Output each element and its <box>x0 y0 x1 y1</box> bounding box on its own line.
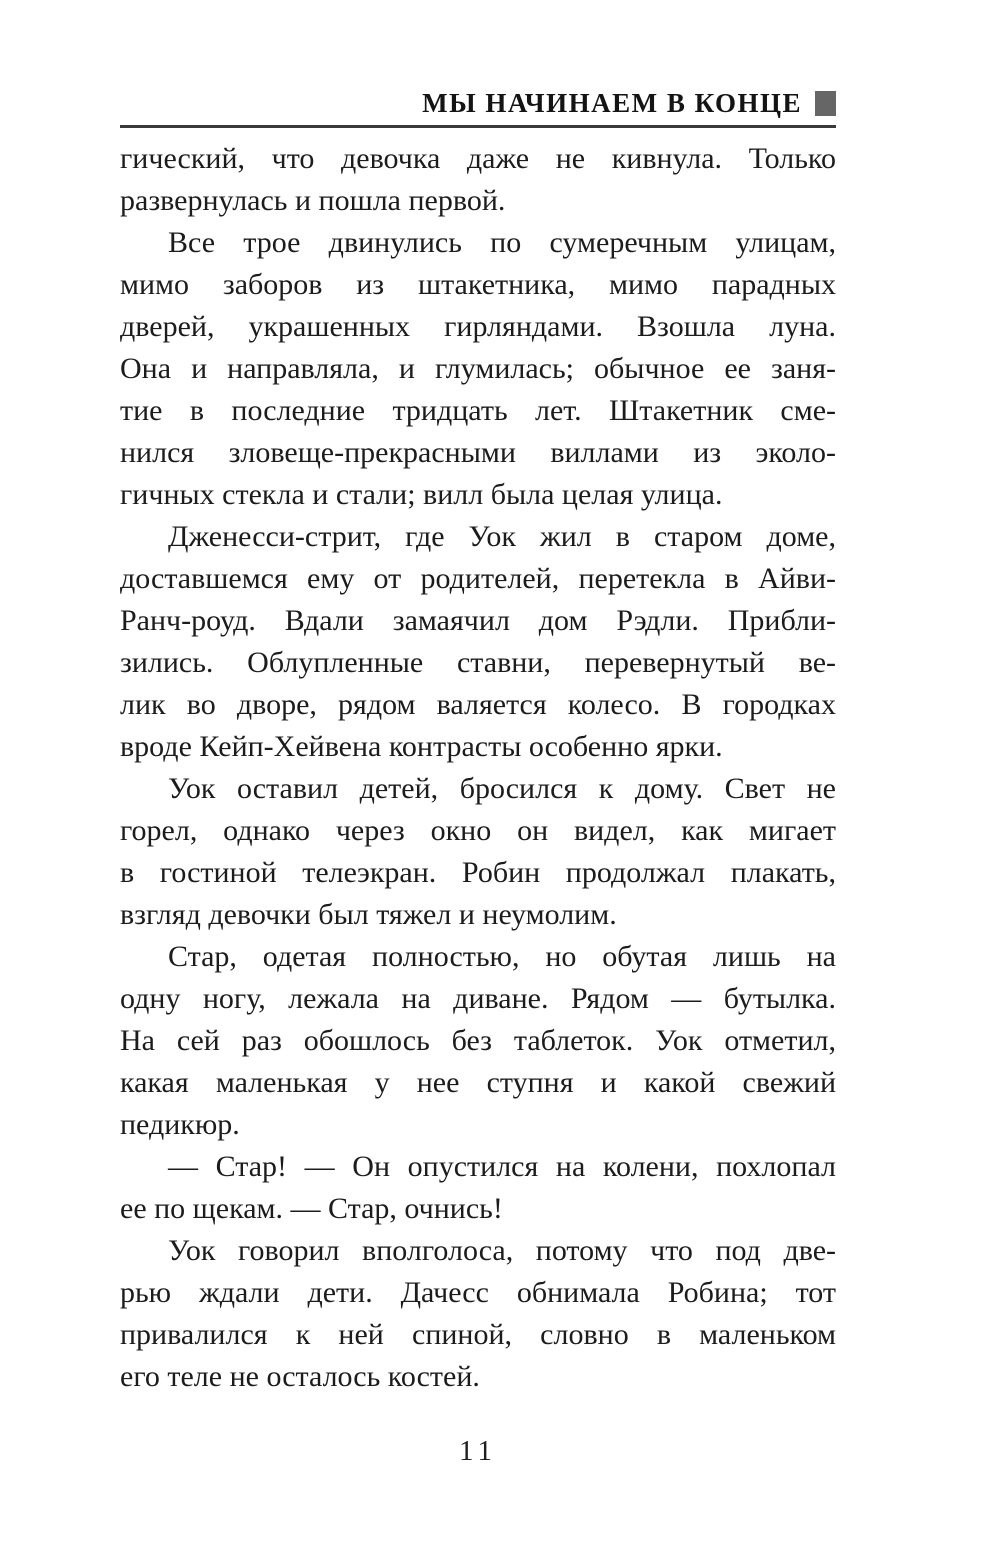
text-line: мимо заборов из штакетника, мимо парадных <box>120 268 836 301</box>
text-line: взгляд девочки был тяжел и неумолим. <box>120 898 617 931</box>
paragraph <box>120 1146 836 1230</box>
body-text <box>120 138 836 1398</box>
paragraph <box>120 768 836 936</box>
text-line: — Стар! — Он опустился на колени, похлопал <box>168 1150 836 1183</box>
text-line: гический, что девочка даже не кивнула. Только <box>120 142 836 175</box>
text-line: вроде Кейп-Хейвена контрасты особенно ярки. <box>120 730 723 763</box>
text-line: педикюр. <box>120 1108 240 1141</box>
paragraph <box>120 222 836 516</box>
text-line: развернулась и пошла первой. <box>120 184 506 217</box>
paragraph <box>120 936 836 1146</box>
text-line: Уок оставил детей, бросился к дому. Свет не <box>168 772 836 805</box>
running-header-row <box>120 88 836 118</box>
header-rule <box>120 125 836 128</box>
paragraph <box>120 1230 836 1398</box>
text-line: доставшемся ему от родителей, перетекла в Айви- <box>120 562 836 595</box>
text-line: Она и направляла, и глумилась; обычное ее заня- <box>120 352 836 385</box>
page-header <box>120 88 836 128</box>
text-line: какая маленькая у нее ступня и какой свежий <box>120 1066 836 1099</box>
running-title: МЫ НАЧИНАЕМ В КОНЦЕ <box>422 88 802 118</box>
text-line: зились. Облупленные ставни, перевернутый ве- <box>120 646 836 679</box>
text-line: лик во дворе, рядом валяется колесо. В городках <box>120 688 836 721</box>
text-line: горел, однако через окно он видел, как мигает <box>120 814 836 847</box>
text-line: нился зловеще-прекрасными виллами из эколо- <box>120 436 836 469</box>
text-line: Дженесси-стрит, где Уок жил в старом доме, <box>168 520 836 553</box>
chapter-marker-square-icon <box>815 91 836 116</box>
text-line: дверей, украшенных гирляндами. Взошла луна. <box>120 310 836 343</box>
text-line: его теле не осталось костей. <box>120 1360 480 1393</box>
text-line: Ранч-роуд. Вдали замаячил дом Рэдли. Прибли- <box>120 604 836 637</box>
text-line: Уок говорил вполголоса, потому что под две- <box>168 1234 836 1267</box>
text-line: тие в последние тридцать лет. Штакетник сме- <box>120 394 836 427</box>
text-line: На сей раз обошлось без таблеток. Уок отметил, <box>120 1024 836 1057</box>
page-number: 11 <box>459 1435 497 1467</box>
text-line: Стар, одетая полностью, но обутая лишь на <box>168 940 836 973</box>
page-footer <box>120 1430 836 1472</box>
text-line: гичных стекла и стали; вилл была целая улица. <box>120 478 723 511</box>
text-line: рью ждали дети. Дачесс обнимала Робина; тот <box>120 1276 836 1309</box>
text-line: в гостиной телеэкран. Робин продолжал плакать, <box>120 856 836 889</box>
text-line: привалился к ней спиной, словно в маленьком <box>120 1318 836 1351</box>
text-line: ее по щекам. — Стар, очнись! <box>120 1192 503 1225</box>
text-line: одну ногу, лежала на диване. Рядом — бутылка. <box>120 982 836 1015</box>
paragraph <box>120 138 836 222</box>
text-line: Все трое двинулись по сумеречным улицам, <box>168 226 836 259</box>
paragraph <box>120 516 836 768</box>
